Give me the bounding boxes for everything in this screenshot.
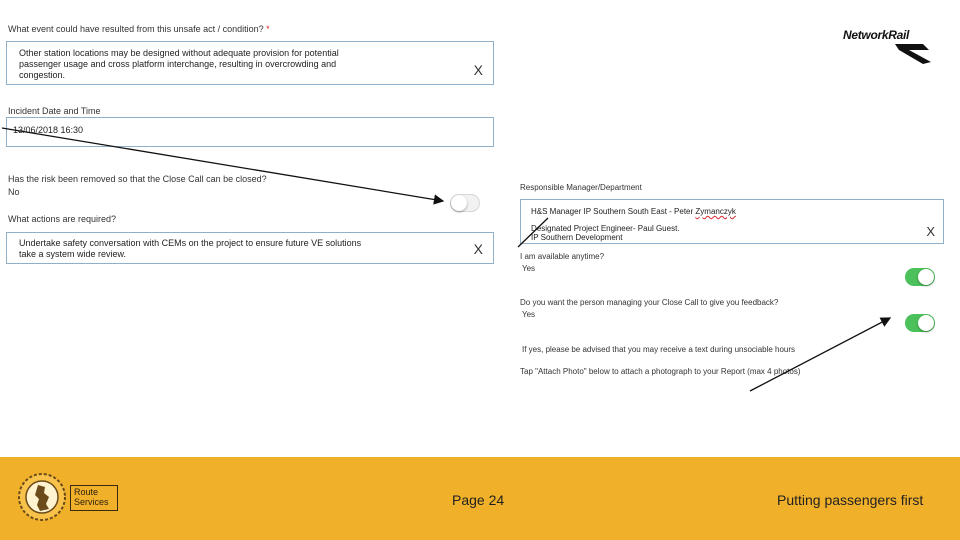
responsible-manager-label: Responsible Manager/Department <box>520 183 642 192</box>
feedback-value: Yes <box>522 310 536 319</box>
incident-date-value: 13/06/2018 16:30 <box>13 125 84 135</box>
arrow-to-manager-field <box>518 218 548 247</box>
route-services-line-2: Services <box>74 497 109 507</box>
actions-required-label: What actions are required? <box>8 214 117 224</box>
actions-line-2: take a system wide review. <box>19 249 127 259</box>
arrow-to-feedback-toggle <box>750 318 890 391</box>
footer-bar <box>0 457 960 540</box>
event-description-line-2: passenger usage and cross platform interchange, resulting in overcrowding and <box>19 59 337 69</box>
risk-removed-label: Has the risk been removed so that the Close Call can be closed? <box>8 174 267 184</box>
clear-manager-button[interactable]: X <box>926 224 935 239</box>
network-rail-wordmark: NetworkRail <box>843 28 910 42</box>
event-question-label: What event could have resulted from this unsafe act / condition? * <box>8 24 270 34</box>
available-anytime-label: I am available anytime? <box>520 252 605 261</box>
clear-actions-button[interactable]: X <box>473 241 483 257</box>
route-services-badge <box>70 485 118 511</box>
footer-tagline: Putting passengers first <box>777 492 924 508</box>
text-hours-note: If yes, please be advised that you may receive a text during unsociable hours <box>522 345 796 354</box>
feedback-label: Do you want the person managing your Close Call to give you feedback? <box>520 298 779 307</box>
route-services-line-1: Route <box>74 487 99 497</box>
manager-line-2: Designated Project Engineer- Paul Guest. <box>531 224 680 233</box>
clear-event-button[interactable]: X <box>473 62 483 78</box>
risk-removed-value: No <box>8 187 20 197</box>
page-number: Page 24 <box>452 492 505 508</box>
incident-date-label: Incident Date and Time <box>8 106 101 116</box>
manager-line-3: IP Southern Development <box>531 233 623 242</box>
route-services-emblem-icon <box>18 471 66 523</box>
attach-photo-note: Tap "Attach Photo" below to attach a photograph to your Report (max 4 photos) <box>520 367 801 376</box>
arrow-to-risk-toggle <box>2 128 443 201</box>
event-description-line-1: Other station locations may be designed without adequate provision for potential <box>19 48 339 58</box>
manager-name: Zymanczyk <box>695 207 736 216</box>
actions-line-1: Undertake safety conversation with CEMs on the project to ensure future VE solutions <box>19 238 362 248</box>
available-anytime-value: Yes <box>522 264 536 273</box>
event-description-line-3: congestion. <box>19 70 66 80</box>
manager-line-1-text: H&S Manager IP Southern South East - Peter <box>531 207 696 216</box>
